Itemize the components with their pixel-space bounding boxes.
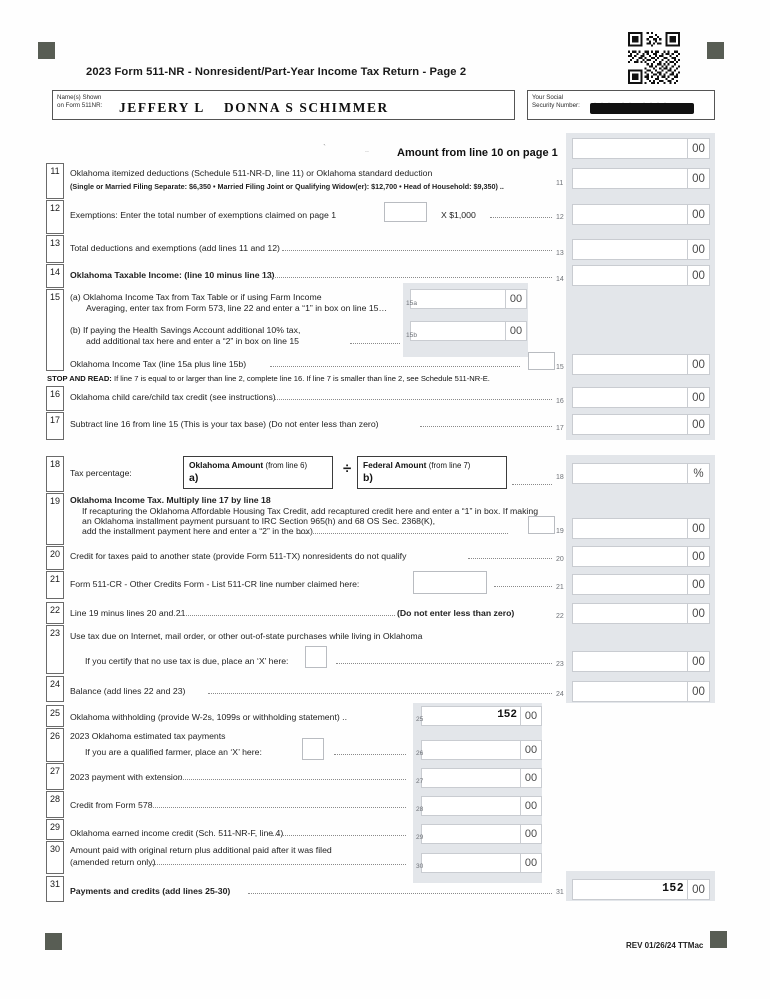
amount-lineno-14: 14 xyxy=(556,276,564,283)
registration-mark-bottom-left xyxy=(45,933,62,950)
amount-lineno-20: 20 xyxy=(556,556,564,563)
line-number-31 xyxy=(46,876,64,902)
line-21-text: Form 511-CR - Other Credits Form - List 511-CR line number claimed here: xyxy=(70,579,360,589)
taxpayer-name-value: JEFFERY L DONNA S SCHIMMER xyxy=(119,100,389,115)
ssn-label xyxy=(532,94,580,109)
line-number-18-text: 18 xyxy=(49,459,60,469)
line-11-text: Oklahoma itemized deductions (Schedule 511-NR-D, line 11) or Oklahoma standard deduction xyxy=(70,168,433,178)
leader-dots-31 xyxy=(248,893,552,894)
amount-value-25: 152 xyxy=(497,709,517,721)
line-number-28 xyxy=(46,791,64,818)
line-number-16-text: 16 xyxy=(49,389,60,399)
line-18-oklahoma-amount-box[interactable] xyxy=(183,456,333,489)
line-number-19-text: 19 xyxy=(49,496,60,506)
amount-value-31: 152 xyxy=(662,882,684,895)
leader-dots-27 xyxy=(180,779,406,780)
ssn-redaction-bar xyxy=(590,103,694,114)
line-20-text xyxy=(70,551,406,562)
amount-box-31[interactable] xyxy=(572,879,710,900)
line-number-24-text: 24 xyxy=(49,679,60,689)
ssn-label-line1: Your Social xyxy=(532,94,564,101)
line-26-text2: If you are a qualified farmer, place an ‘X’ here: xyxy=(85,747,262,757)
line-19-text2: If recapturing the Oklahoma Affordable Housing Tax Credit, add recaptured credit here and enter a “1” in box. If making xyxy=(82,506,539,516)
amount-input-20[interactable] xyxy=(572,546,688,567)
cents-17: 00 xyxy=(688,414,710,435)
line-23-text: Use tax due on Internet, mail order, or other out-of-state purchases while living in Oklahoma xyxy=(70,631,423,641)
line-29-text: Oklahoma earned income credit (Sch. 511-NR-F, line 4) xyxy=(70,828,284,838)
line-15-code-box[interactable] xyxy=(528,352,555,370)
line-18-federal-title xyxy=(363,460,470,470)
leader-dots-15 xyxy=(270,366,520,367)
amount-input-24[interactable] xyxy=(572,681,688,702)
leader-dots-30 xyxy=(152,864,406,865)
amount-box-24[interactable] xyxy=(572,681,710,702)
line-number-21 xyxy=(46,571,64,599)
line-number-20-text: 20 xyxy=(49,549,60,559)
amount-box-11[interactable] xyxy=(572,168,710,189)
line-number-14 xyxy=(46,264,64,288)
name-field-box[interactable] xyxy=(52,90,515,120)
stop-and-read-notice xyxy=(47,374,490,383)
cents-15a: 00 xyxy=(506,289,527,309)
line-number-19 xyxy=(46,493,64,545)
amount-lineno-28: 28 xyxy=(416,806,424,813)
cents-carryover: 00 xyxy=(688,138,710,159)
amount-lineno-12: 12 xyxy=(556,214,564,221)
cents-21: 00 xyxy=(688,574,710,595)
line-number-25-text: 25 xyxy=(49,708,60,718)
line-16-text: Oklahoma child care/child tax credit (see instructions) xyxy=(70,392,276,402)
cents-19: 00 xyxy=(688,518,710,539)
line-18-text: Tax percentage: xyxy=(70,468,132,478)
line-number-23-text: 23 xyxy=(49,628,60,638)
leader-dots-14 xyxy=(263,277,552,278)
leader-dots-21 xyxy=(494,586,552,587)
line-number-25 xyxy=(46,705,64,727)
line-18-fed-marker: b) xyxy=(363,472,373,484)
line-number-29 xyxy=(46,819,64,840)
amount-lineno-22: 22 xyxy=(556,613,564,620)
line-19-label1: Oklahoma Income Tax. Multiply line 17 by line 18 xyxy=(70,495,271,505)
amount-box-18[interactable] xyxy=(572,463,710,484)
line-number-29-text: 29 xyxy=(49,822,60,832)
cents-13: 00 xyxy=(688,239,710,260)
line-28-text: Credit from Form 578 xyxy=(70,800,153,810)
line-number-17 xyxy=(46,412,64,440)
amount-lineno-24: 24 xyxy=(556,691,564,698)
line-18-federal-amount-box[interactable] xyxy=(357,456,507,489)
line-number-16 xyxy=(46,386,64,411)
percent-sign-18: % xyxy=(688,463,710,484)
line-number-11-text: 11 xyxy=(50,166,60,176)
amount-input-carryover[interactable] xyxy=(572,138,688,159)
ssn-field-box[interactable] xyxy=(527,90,715,120)
name-label-line1: Name(s) Shown xyxy=(57,94,102,101)
line-22-text: Line 19 minus lines 20 and 21 xyxy=(70,608,186,618)
registration-mark-top-left xyxy=(38,42,55,59)
line-12-exemptions-input[interactable] xyxy=(384,202,427,222)
amount-input-18[interactable] xyxy=(572,463,688,484)
revision-footer: REV 01/26/24 TTMac xyxy=(626,941,704,950)
amount-box-15b[interactable] xyxy=(410,321,527,341)
amount-box-17[interactable] xyxy=(572,414,710,435)
line-number-15 xyxy=(46,289,64,371)
line-26-farmer-checkbox[interactable] xyxy=(302,738,324,760)
line-26-text: 2023 Oklahoma estimated tax payments xyxy=(70,731,226,741)
amount-input-23[interactable] xyxy=(572,651,688,672)
leader-dots-18 xyxy=(512,484,552,485)
amount-box-23[interactable] xyxy=(572,651,710,672)
cents-12: 00 xyxy=(688,204,710,225)
division-symbol-icon: ÷ xyxy=(343,460,352,477)
line-20-label: Credit for taxes paid to another state (provide Form 511-TX) nonresidents do not qualify xyxy=(70,551,407,561)
line-15a-text2: Averaging, enter tax from Form 573, line 22 and enter a “1” in box on line 15… xyxy=(86,303,388,313)
line-23-text2: If you certify that no use tax is due, place an ‘X’ here: xyxy=(85,656,289,666)
line-number-22-text: 22 xyxy=(49,605,60,615)
line-27-text: 2023 payment with extension xyxy=(70,772,183,782)
amount-box-25[interactable] xyxy=(421,706,542,726)
amount-lineno-18: 18 xyxy=(556,474,564,481)
amount-lineno-23: 23 xyxy=(556,661,564,668)
cents-14: 00 xyxy=(688,265,710,286)
line-number-14-text: 14 xyxy=(49,267,60,277)
line-12-text: Exemptions: Enter the total number of exemptions claimed on page 1 xyxy=(70,210,337,220)
amount-box-22[interactable] xyxy=(572,603,710,624)
cents-26: 00 xyxy=(521,740,542,760)
leader-dots-28 xyxy=(151,807,406,808)
stop-and-read-text: If line 7 is equal to or larger than line 2, complete line 16. If line 7 is smaller than line 2, see Schedule 511-NR-E. xyxy=(113,374,490,383)
leader-dots-23 xyxy=(336,663,552,664)
line-15a-text1: (a) Oklahoma Income Tax from Tax Table or if using Farm Income xyxy=(70,292,322,302)
line-18-ok-marker: a) xyxy=(189,472,199,484)
line-25-text: Oklahoma withholding (provide W-2s, 1099s or withholding statement) .. xyxy=(70,712,348,722)
amount-lineno-27: 27 xyxy=(416,778,424,785)
leader-dots-13 xyxy=(282,250,552,251)
ssn-label-line2: Security Number: xyxy=(532,101,580,109)
amount-input-11[interactable] xyxy=(572,168,688,189)
amount-input-13[interactable] xyxy=(572,239,688,260)
line-number-17-text: 17 xyxy=(49,415,60,425)
amount-input-14[interactable] xyxy=(572,265,688,286)
leader-dots-22 xyxy=(170,615,395,616)
amount-input-29[interactable] xyxy=(421,824,521,844)
amount-box-19[interactable] xyxy=(572,518,710,539)
line-15b-text2: add additional tax here and enter a “2” in box on line 15 xyxy=(86,336,299,346)
amount-lineno-19: 19 xyxy=(556,528,564,535)
line-30-text: Amount paid with original return plus additional paid after it was filed xyxy=(70,845,332,855)
line-14-text: Oklahoma Taxable Income: (line 10 minus line 13) xyxy=(70,270,275,280)
page-title: 2023 Form 511-NR - Nonresident/Part-Year Income Tax Return - Page 2 xyxy=(86,66,467,78)
carryover-label: Amount from line 10 on page 1 xyxy=(397,147,558,159)
line-number-20 xyxy=(46,546,64,570)
line-number-31-text: 31 xyxy=(49,879,60,889)
cents-27: 00 xyxy=(521,768,542,788)
line-18-fed-title-bold: Federal Amount xyxy=(363,460,427,470)
amount-lineno-15b: 15b xyxy=(406,332,418,339)
amount-box-14[interactable] xyxy=(572,265,710,286)
amount-lineno-29: 29 xyxy=(416,834,424,841)
line-number-18 xyxy=(46,456,64,492)
amount-lineno-31: 31 xyxy=(556,889,564,896)
qr-code-icon xyxy=(628,32,680,84)
line-17-label: Subtract line 16 from line 15 (This is your tax base) (Do not enter less than zero) xyxy=(70,419,379,429)
leader-dots-24 xyxy=(208,693,552,694)
cents-23: 00 xyxy=(688,651,710,672)
amount-input-17[interactable] xyxy=(572,414,688,435)
amount-box-30[interactable] xyxy=(421,853,542,873)
amount-input-12[interactable] xyxy=(572,204,688,225)
amount-box-carryover[interactable] xyxy=(572,138,710,159)
line-12-text2: X $1,000 xyxy=(441,210,476,220)
cents-22: 00 xyxy=(688,603,710,624)
amount-input-22[interactable] xyxy=(572,603,688,624)
cents-15: 00 xyxy=(688,354,710,375)
amount-input-15b[interactable] xyxy=(410,321,506,341)
cents-20: 00 xyxy=(688,546,710,567)
cents-16: 00 xyxy=(688,387,710,408)
line-number-21-text: 21 xyxy=(49,574,60,584)
cents-30: 00 xyxy=(521,853,542,873)
amount-lineno-15: 15 xyxy=(556,364,564,371)
amount-lineno-30: 30 xyxy=(416,863,424,870)
line-number-12-text: 12 xyxy=(49,203,60,213)
line-24-text: Balance (add lines 22 and 23) xyxy=(70,686,186,696)
cents-25: 00 xyxy=(521,706,542,726)
line-30-text2: (amended return only) xyxy=(70,857,156,867)
line-number-15-text: 15 xyxy=(49,292,60,302)
line-15b-text1: (b) If paying the Health Savings Account additional 10% tax, xyxy=(70,325,301,335)
leader-dots-29 xyxy=(272,835,406,836)
line-19-text1 xyxy=(70,495,271,506)
amount-box-20[interactable] xyxy=(572,546,710,567)
amount-input-15a[interactable] xyxy=(410,289,506,309)
amount-input-19[interactable] xyxy=(572,518,688,539)
scan-artifact: .. xyxy=(365,147,369,154)
cents-15b: 00 xyxy=(506,321,527,341)
amount-lineno-11: 11 xyxy=(556,180,564,187)
amount-input-16[interactable] xyxy=(572,387,688,408)
registration-mark-bottom-right xyxy=(710,931,727,948)
scan-artifact: ` xyxy=(323,143,326,153)
line-18-ok-title-sub: (from line 6) xyxy=(265,461,308,470)
amount-box-26[interactable] xyxy=(421,740,542,760)
leader-dots-16 xyxy=(275,399,552,400)
amount-lineno-17: 17 xyxy=(556,425,564,432)
line-17-text xyxy=(70,419,379,430)
line-19-text3: an Oklahoma installment payment pursuant to IRC Section 965(h) and 68 OS Sec. 2368(K), xyxy=(82,516,435,526)
stop-and-read-bold: STOP AND READ: xyxy=(47,374,112,383)
cents-29: 00 xyxy=(521,824,542,844)
line-11-text2: (Single or Married Filing Separate: $6,350 • Married Filing Joint or Qualifying Widow(er): $12,700 • Head of Household: $9,350) .. xyxy=(70,182,504,191)
registration-mark-top-right xyxy=(707,42,724,59)
line-number-26 xyxy=(46,728,64,762)
line-18-ok-title-bold: Oklahoma Amount xyxy=(189,460,264,470)
line-number-22 xyxy=(46,602,64,624)
line-13-text: Total deductions and exemptions (add lines 11 and 12) xyxy=(70,243,280,253)
amount-box-15[interactable] xyxy=(572,354,710,375)
leader-dots-12 xyxy=(490,217,552,218)
line-number-27 xyxy=(46,763,64,790)
line-number-24 xyxy=(46,676,64,702)
amount-input-28[interactable] xyxy=(421,796,521,816)
line-number-12 xyxy=(46,200,64,234)
line-number-26-text: 26 xyxy=(49,731,60,741)
cents-11: 00 xyxy=(688,168,710,189)
line-19-text4: add the installment payment here and enter a “2” in the box) xyxy=(82,526,313,536)
leader-dots-17 xyxy=(420,426,552,427)
amount-input-26[interactable] xyxy=(421,740,521,760)
amount-lineno-13: 13 xyxy=(556,250,564,257)
line-number-11 xyxy=(46,163,64,199)
amount-box-15a[interactable] xyxy=(410,289,527,309)
amount-input-21[interactable] xyxy=(572,574,688,595)
amount-lineno-25: 25 xyxy=(416,716,424,723)
amount-box-16[interactable] xyxy=(572,387,710,408)
cents-24: 00 xyxy=(688,681,710,702)
amount-box-28[interactable] xyxy=(421,796,542,816)
line-number-30 xyxy=(46,841,64,874)
amount-box-29[interactable] xyxy=(421,824,542,844)
leader-dots-15b xyxy=(350,343,400,344)
amount-input-27[interactable] xyxy=(421,768,521,788)
line-23-certify-checkbox[interactable] xyxy=(305,646,327,668)
line-number-13-text: 13 xyxy=(49,238,60,248)
name-label xyxy=(57,94,119,109)
line-15-total-text: Oklahoma Income Tax (line 15a plus line 15b) xyxy=(70,359,247,369)
amount-box-13[interactable] xyxy=(572,239,710,260)
line-18-fed-title-sub: (from line 7) xyxy=(428,461,471,470)
amount-box-27[interactable] xyxy=(421,768,542,788)
line-19-code-box[interactable] xyxy=(528,516,555,534)
amount-input-30[interactable] xyxy=(421,853,521,873)
line-22-text2: (Do not enter less than zero) xyxy=(397,608,515,618)
name-label-line2: on Form 511NR: xyxy=(57,101,103,109)
line-21-cr-line-input[interactable] xyxy=(413,571,487,594)
line-31-text: Payments and credits (add lines 25-30) xyxy=(70,886,231,896)
line-number-23 xyxy=(46,625,64,674)
cents-28: 00 xyxy=(521,796,542,816)
line-number-27-text: 27 xyxy=(49,766,60,776)
amount-input-15[interactable] xyxy=(572,354,688,375)
amount-lineno-16: 16 xyxy=(556,398,564,405)
amount-box-21[interactable] xyxy=(572,574,710,595)
leader-dots-20 xyxy=(468,558,552,559)
leader-dots-19 xyxy=(300,533,508,534)
line-number-28-text: 28 xyxy=(49,794,60,804)
amount-lineno-15a: 15a xyxy=(406,300,418,307)
cents-31: 00 xyxy=(688,879,710,900)
amount-lineno-21: 21 xyxy=(556,584,564,591)
amount-box-12[interactable] xyxy=(572,204,710,225)
line-18-oklahoma-title xyxy=(189,460,307,470)
line-number-13 xyxy=(46,235,64,263)
amount-lineno-26: 26 xyxy=(416,750,424,757)
leader-dots-26 xyxy=(334,754,406,755)
line-number-30-text: 30 xyxy=(49,844,60,854)
